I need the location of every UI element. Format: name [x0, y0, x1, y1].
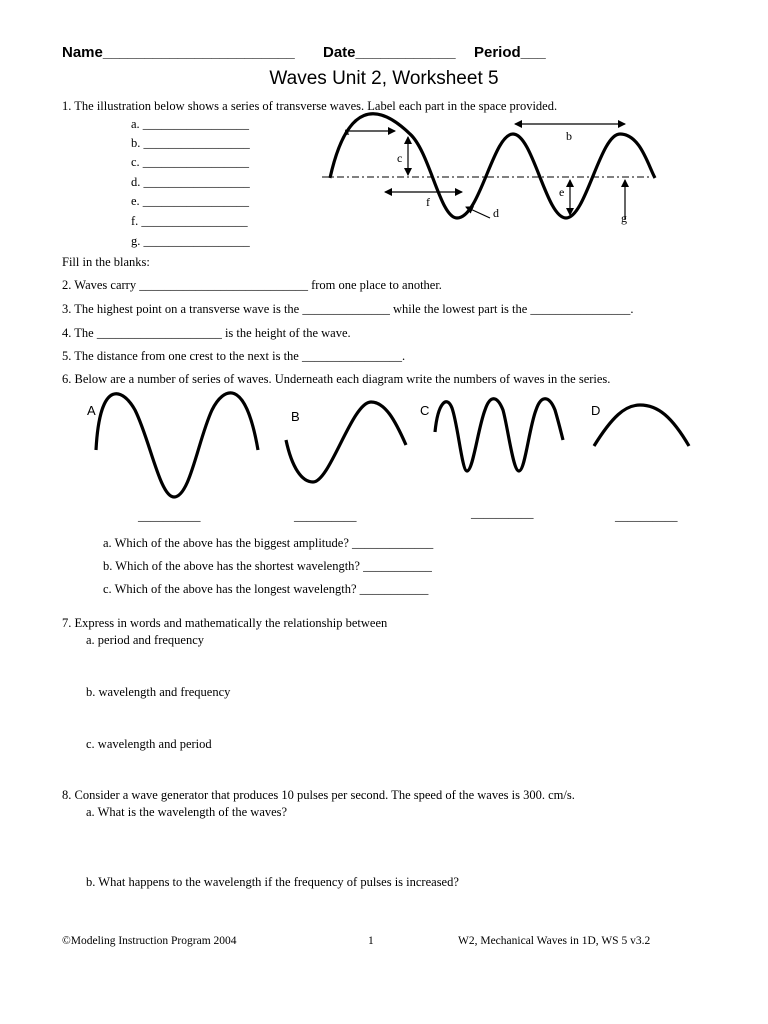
blank-d: d. _________________ — [131, 175, 250, 189]
name-field-label: Name_______________________ — [62, 44, 295, 61]
question-5-text: 5. The distance from one crest to the next is the ________________. — [62, 349, 406, 363]
diagram-label-c: c — [397, 151, 403, 165]
question-4-text: 4. The ____________________ is the height of the wave. — [62, 326, 351, 340]
period-field-label: Period___ — [474, 44, 546, 61]
blank-a: a. _________________ — [131, 117, 250, 131]
date-field-label: Date____________ — [323, 44, 456, 61]
wave-series-d — [594, 405, 689, 446]
fill-in-heading: Fill in the blanks: — [62, 255, 150, 269]
question-2-text: 2. Waves carry ___________________________ from one place to another. — [62, 278, 442, 292]
diagram-label-e: e — [559, 185, 565, 199]
question-7b-text: b. wavelength and frequency — [86, 685, 231, 699]
question-6c-text: c. Which of the above has the longest wavelength? ___________ — [103, 582, 429, 596]
blank-b: b. _________________ — [131, 136, 250, 150]
question-7c-text: c. wavelength and period — [86, 737, 212, 751]
footer-page-number: 1 — [368, 935, 374, 947]
blank-c: c. _________________ — [131, 155, 250, 169]
question-7a-text: a. period and frequency — [86, 633, 204, 647]
question-8b-text: b. What happens to the wavelength if the frequency of pulses is increased? — [86, 875, 459, 889]
wave-label-b: B — [291, 409, 300, 424]
question-8a-text: a. What is the wavelength of the waves? — [86, 805, 288, 819]
footer-document-id: W2, Mechanical Waves in 1D, WS 5 v3.2 — [458, 935, 651, 947]
question-1-text: 1. The illustration below shows a series of transverse waves. Label each part in the space provided. — [62, 99, 558, 113]
question-6-text: 6. Below are a number of series of waves. Underneath each diagram write the numbers of waves in the series. — [62, 372, 611, 386]
question-8-text: 8. Consider a wave generator that produces 10 pulses per second. The speed of the waves is 300. cm/s. — [62, 788, 575, 802]
answer-line-a: __________ — [138, 509, 201, 523]
diagram-label-d: d — [493, 206, 499, 220]
question-6b-text: b. Which of the above has the shortest wavelength? ___________ — [103, 559, 432, 573]
wave-label-c: C — [420, 403, 430, 418]
answer-line-d: __________ — [615, 509, 678, 523]
blank-e: e. _________________ — [131, 194, 250, 208]
blank-g: g. _________________ — [131, 234, 250, 248]
blank-f: f. _________________ — [131, 214, 248, 228]
wave-label-a: A — [87, 403, 96, 418]
question-3-text: 3. The highest point on a transverse wave is the ______________ while the lowest part is the ________________. — [62, 302, 634, 316]
wave-series-c — [435, 399, 563, 471]
worksheet-title: Waves Unit 2, Worksheet 5 — [269, 68, 499, 89]
wave-series-a — [96, 393, 258, 497]
diagram-label-f: f — [426, 195, 430, 209]
wave-series-b — [286, 402, 406, 482]
question-6a-text: a. Which of the above has the biggest amplitude? _____________ — [103, 536, 434, 550]
wave-label-d: D — [591, 403, 601, 418]
diagram-label-b: b — [566, 129, 572, 143]
answer-line-b: __________ — [294, 509, 357, 523]
question-7-text: 7. Express in words and mathematically the relationship between — [62, 616, 388, 630]
diagram-label-a: a — [344, 124, 350, 138]
diagram-label-g: g — [621, 211, 627, 225]
footer-copyright: ©Modeling Instruction Program 2004 — [62, 935, 237, 947]
answer-line-c: __________ — [471, 506, 534, 520]
